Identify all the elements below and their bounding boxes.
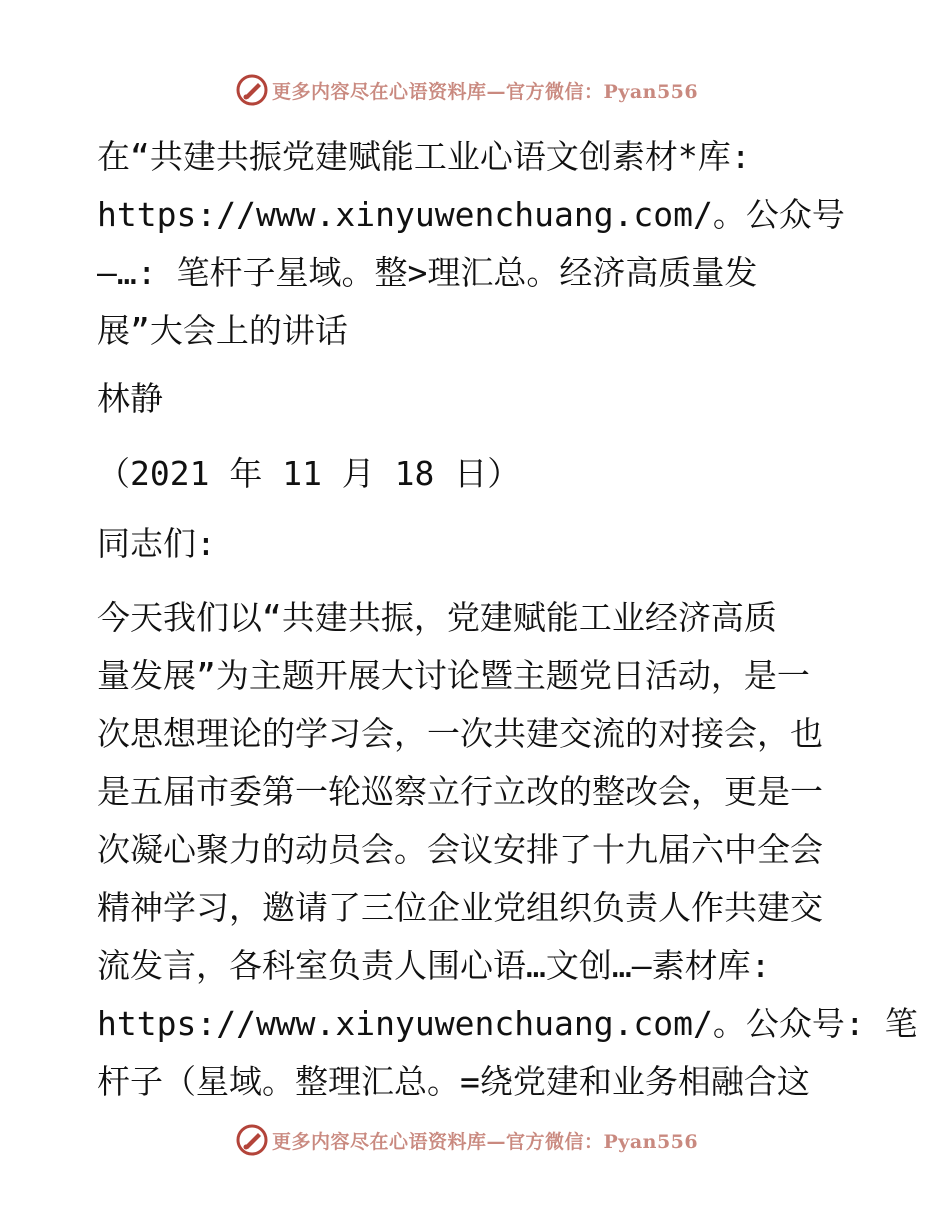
paragraph-line: 是五届市委第一轮巡察立行立改的整改会，更是一 xyxy=(97,772,823,811)
title-line: —…: 笔杆子星域。整>理汇总。经济高质量发 xyxy=(97,253,758,292)
salutation-line xyxy=(97,515,857,573)
paragraph-line: 杆子（星域。整理汇总。=绕党建和业务相融合这 xyxy=(97,1062,810,1101)
footer-watermark-banner xyxy=(236,1122,698,1158)
title-line: 在“共建共振党建赋能工业心语文创素材*库: xyxy=(97,137,751,176)
header-watermark-banner xyxy=(236,72,698,108)
body-paragraph xyxy=(97,589,918,1111)
logo-icon xyxy=(236,1124,268,1156)
paragraph-line: 量发展”为主题开展大讨论暨主题党日活动，是一 xyxy=(97,656,810,695)
watermark-text: 更多内容尽在心语资料库—官方微信：Pyan556 xyxy=(272,1130,699,1153)
paragraph-line: 次凝心聚力的动员会。会议安排了十九届六中全会 xyxy=(97,830,823,869)
title-block xyxy=(97,128,857,360)
paragraph-line: https://www.xinyuwenchuang.com/。公众号: 笔 xyxy=(97,1004,918,1043)
logo-icon xyxy=(236,74,268,106)
speech-date: （2021 年 11 月 18 日） xyxy=(97,454,521,493)
salutation: 同志们: xyxy=(97,524,216,563)
author-line xyxy=(97,370,857,428)
paragraph-line: 流发言，各科室负责人围心语…文创…—素材库: xyxy=(97,946,771,985)
paragraph-line: 精神学习，邀请了三位企业党组织负责人作共建交 xyxy=(97,888,823,927)
paragraph-line: 次思想理论的学习会，一次共建交流的对接会，也 xyxy=(97,714,823,753)
title-line: https://www.xinyuwenchuang.com/。公众号 xyxy=(97,195,845,234)
watermark-text: 更多内容尽在心语资料库—官方微信：Pyan556 xyxy=(272,80,699,103)
paragraph-line: 今天我们以“共建共振，党建赋能工业经济高质 xyxy=(97,598,777,637)
author-name: 林静 xyxy=(97,379,163,418)
title-line: 展”大会上的讲话 xyxy=(97,311,348,350)
date-line xyxy=(97,445,857,503)
